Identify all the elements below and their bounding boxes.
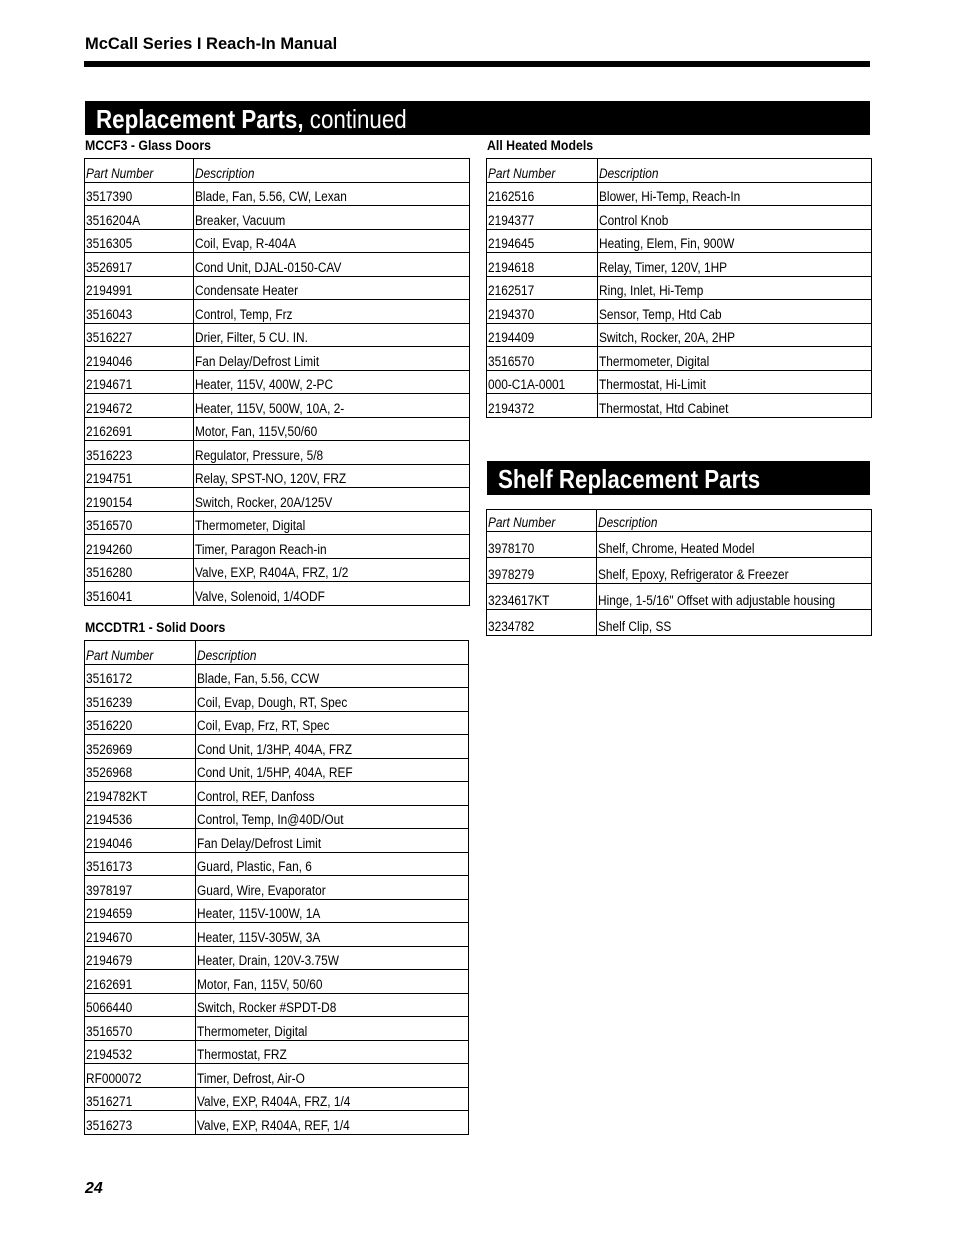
part-number-cell: 3526917 (85, 253, 194, 277)
table-row (85, 758, 469, 782)
part-number-cell: 000-C1A-0001 (487, 370, 598, 394)
part-number-cell: 3234782 (487, 610, 597, 636)
table-header-row (85, 159, 470, 183)
table-row (487, 347, 872, 371)
part-number-cell: 3516043 (85, 300, 194, 324)
table-row (85, 876, 469, 900)
part-number-cell: 2194372 (487, 394, 598, 418)
table-row (487, 253, 872, 277)
table-row (487, 182, 872, 206)
description-cell: Ring, Inlet, Hi-Temp (598, 276, 872, 300)
part-number-cell: 3516220 (85, 711, 196, 735)
part-number-cell: 2162691 (85, 417, 194, 441)
description-cell: Relay, SPST-NO, 120V, FRZ (194, 464, 470, 488)
description-cell: Breaker, Vacuum (194, 206, 470, 230)
description-cell: Condensate Heater (194, 276, 470, 300)
part-number-cell: RF000072 (85, 1064, 196, 1088)
table-row (85, 276, 470, 300)
table-row (85, 970, 469, 994)
description-cell: Fan Delay/Defrost Limit (196, 829, 469, 853)
part-number-cell: 3526969 (85, 735, 196, 759)
table-row (85, 1087, 469, 1111)
table-row (85, 735, 469, 759)
part-number-cell: 2194751 (85, 464, 194, 488)
table-row (85, 229, 470, 253)
table-row (85, 370, 470, 394)
part-number-cell: 3517390 (85, 182, 194, 206)
table-row (85, 441, 470, 465)
table-row (85, 899, 469, 923)
description-cell: Control Knob (598, 206, 872, 230)
part-number-cell: 3516204A (85, 206, 194, 230)
col-header-description: Description (194, 159, 470, 183)
col-header-part-number: Part Number (85, 159, 194, 183)
description-cell: Thermostat, Htd Cabinet (598, 394, 872, 418)
description-cell: Thermometer, Digital (194, 511, 470, 535)
part-number-cell: 3978170 (487, 532, 597, 558)
description-cell: Thermometer, Digital (598, 347, 872, 371)
part-number-cell: 3516570 (487, 347, 598, 371)
part-number-cell: 2162517 (487, 276, 598, 300)
description-cell: Blower, Hi-Temp, Reach-In (598, 182, 872, 206)
description-cell: Guard, Plastic, Fan, 6 (196, 852, 469, 876)
part-number-cell: 2194645 (487, 229, 598, 253)
description-cell: Thermostat, FRZ (196, 1040, 469, 1064)
table-row (85, 1040, 469, 1064)
mccf3-parts-table (84, 158, 470, 606)
mccf3-heading-text: MCCF3 - Glass Doors (85, 137, 211, 153)
table-row (487, 584, 872, 610)
page-number: 24 (85, 1180, 103, 1197)
table-row (85, 488, 470, 512)
mccdtr1-heading-text: MCCDTR1 - Solid Doors (85, 619, 226, 635)
table-row (85, 323, 470, 347)
description-cell: Control, REF, Danfoss (196, 782, 469, 806)
description-cell: Shelf Clip, SS (597, 610, 872, 636)
description-cell: Control, Temp, In@40D/Out (196, 805, 469, 829)
table-row (85, 664, 469, 688)
table-row (85, 946, 469, 970)
part-number-cell: 3516239 (85, 688, 196, 712)
part-number-cell: 3516223 (85, 441, 194, 465)
description-cell: Valve, EXP, R404A, FRZ, 1/4 (196, 1087, 469, 1111)
table-row (85, 1064, 469, 1088)
description-cell: Regulator, Pressure, 5/8 (194, 441, 470, 465)
table-row (85, 852, 469, 876)
banner-title-bold: Replacement Parts, (96, 104, 304, 134)
shelf-parts-banner (487, 461, 870, 495)
table-row (85, 1017, 469, 1041)
table-row (85, 182, 470, 206)
mccdtr1-heading (85, 619, 244, 635)
table-row (85, 417, 470, 441)
part-number-cell: 3516570 (85, 1017, 196, 1041)
col-header-description: Description (196, 641, 469, 665)
description-cell: Hinge, 1-5/16" Offset with adjustable housing (597, 584, 872, 610)
table-row (487, 532, 872, 558)
description-cell: Thermometer, Digital (196, 1017, 469, 1041)
part-number-cell: 2190154 (85, 488, 194, 512)
table-header-row (487, 510, 872, 532)
description-cell: Coil, Evap, R-404A (194, 229, 470, 253)
table-row (85, 782, 469, 806)
description-cell: Switch, Rocker, 20A/125V (194, 488, 470, 512)
part-number-cell: 3516172 (85, 664, 196, 688)
part-number-cell: 5066440 (85, 993, 196, 1017)
description-cell: Coil, Evap, Frz, RT, Spec (196, 711, 469, 735)
table-header-row (85, 641, 469, 665)
part-number-cell: 2194670 (85, 923, 196, 947)
part-number-cell: 2194782KT (85, 782, 196, 806)
description-cell: Fan Delay/Defrost Limit (194, 347, 470, 371)
col-header-description: Description (598, 159, 872, 183)
description-cell: Switch, Rocker #SPDT-D8 (196, 993, 469, 1017)
description-cell: Drier, Filter, 5 CU. IN. (194, 323, 470, 347)
description-cell: Motor, Fan, 115V, 50/60 (196, 970, 469, 994)
description-cell: Timer, Paragon Reach-in (194, 535, 470, 559)
table-row (85, 535, 470, 559)
table-row (85, 993, 469, 1017)
col-header-description: Description (597, 510, 872, 532)
table-row (487, 370, 872, 394)
part-number-cell: 2194679 (85, 946, 196, 970)
table-row (487, 323, 872, 347)
table-row (85, 511, 470, 535)
part-number-cell: 2194370 (487, 300, 598, 324)
part-number-cell: 3516280 (85, 558, 194, 582)
part-number-cell: 2194046 (85, 829, 196, 853)
shelf-banner-title: Shelf Replacement Parts (498, 464, 761, 494)
table-row (85, 206, 470, 230)
part-number-cell: 2194991 (85, 276, 194, 300)
description-cell: Heater, 115V, 400W, 2-PC (194, 370, 470, 394)
part-number-cell: 2194618 (487, 253, 598, 277)
description-cell: Shelf, Epoxy, Refrigerator & Freezer (597, 558, 872, 584)
table-row (487, 229, 872, 253)
part-number-cell: 3516173 (85, 852, 196, 876)
col-header-part-number: Part Number (85, 641, 196, 665)
description-cell: Valve, EXP, R404A, FRZ, 1/2 (194, 558, 470, 582)
part-number-cell: 3516273 (85, 1111, 196, 1135)
table-row (487, 206, 872, 230)
part-number-cell: 3516271 (85, 1087, 196, 1111)
part-number-cell: 2194536 (85, 805, 196, 829)
part-number-cell: 3234617KT (487, 584, 597, 610)
table-row (487, 300, 872, 324)
mccdtr1-parts-table (84, 640, 469, 1135)
description-cell: Heater, 115V, 500W, 10A, 2- (194, 394, 470, 418)
description-cell: Sensor, Temp, Htd Cab (598, 300, 872, 324)
table-row (85, 829, 469, 853)
table-row (85, 688, 469, 712)
part-number-cell: 3978279 (487, 558, 597, 584)
part-number-cell: 3526968 (85, 758, 196, 782)
table-row (85, 558, 470, 582)
part-number-cell: 2194260 (85, 535, 194, 559)
part-number-cell: 2194532 (85, 1040, 196, 1064)
description-cell: Shelf, Chrome, Heated Model (597, 532, 872, 558)
description-cell: Heating, Elem, Fin, 900W (598, 229, 872, 253)
description-cell: Blade, Fan, 5.56, CW, Lexan (194, 182, 470, 206)
table-row (85, 394, 470, 418)
description-cell: Control, Temp, Frz (194, 300, 470, 324)
mccf3-heading (85, 137, 228, 153)
table-row (85, 1111, 469, 1135)
description-cell: Guard, Wire, Evaporator (196, 876, 469, 900)
description-cell: Relay, Timer, 120V, 1HP (598, 253, 872, 277)
part-number-cell: 2194046 (85, 347, 194, 371)
heated-models-heading-text: All Heated Models (487, 137, 594, 153)
part-number-cell: 2194659 (85, 899, 196, 923)
part-number-cell: 2162691 (85, 970, 196, 994)
heated-models-heading (487, 137, 608, 153)
part-number-cell: 3516305 (85, 229, 194, 253)
header-rule (84, 61, 870, 67)
table-row (85, 464, 470, 488)
table-row (85, 711, 469, 735)
part-number-cell: 3978197 (85, 876, 196, 900)
table-row (85, 805, 469, 829)
table-row (85, 582, 470, 606)
table-row (487, 610, 872, 636)
description-cell: Cond Unit, 1/3HP, 404A, FRZ (196, 735, 469, 759)
description-cell: Heater, 115V-305W, 3A (196, 923, 469, 947)
part-number-cell: 2194672 (85, 394, 194, 418)
description-cell: Cond Unit, 1/5HP, 404A, REF (196, 758, 469, 782)
table-row (487, 558, 872, 584)
table-row (85, 347, 470, 371)
shelf-parts-table (486, 509, 872, 636)
part-number-cell: 2194377 (487, 206, 598, 230)
table-row (85, 923, 469, 947)
part-number-cell: 2162516 (487, 182, 598, 206)
part-number-cell: 3516570 (85, 511, 194, 535)
heated-parts-table (486, 158, 872, 418)
description-cell: Valve, EXP, R404A, REF, 1/4 (196, 1111, 469, 1135)
part-number-cell: 2194409 (487, 323, 598, 347)
table-row (487, 276, 872, 300)
manual-title: McCall Series I Reach-In Manual (85, 35, 338, 53)
part-number-cell: 2194671 (85, 370, 194, 394)
banner-title-continued: continued (309, 104, 407, 134)
table-row (487, 394, 872, 418)
description-cell: Cond Unit, DJAL-0150-CAV (194, 253, 470, 277)
table-row (85, 300, 470, 324)
description-cell: Motor, Fan, 115V,50/60 (194, 417, 470, 441)
description-cell: Heater, Drain, 120V-3.75W (196, 946, 469, 970)
description-cell: Valve, Solenoid, 1/4ODF (194, 582, 470, 606)
description-cell: Switch, Rocker, 20A, 2HP (598, 323, 872, 347)
description-cell: Thermostat, Hi-Limit (598, 370, 872, 394)
description-cell: Timer, Defrost, Air-O (196, 1064, 469, 1088)
col-header-part-number: Part Number (487, 159, 598, 183)
table-row (85, 253, 470, 277)
description-cell: Coil, Evap, Dough, RT, Spec (196, 688, 469, 712)
description-cell: Blade, Fan, 5.56, CCW (196, 664, 469, 688)
description-cell: Heater, 115V-100W, 1A (196, 899, 469, 923)
replacement-parts-banner (85, 101, 870, 135)
table-header-row (487, 159, 872, 183)
part-number-cell: 3516227 (85, 323, 194, 347)
col-header-part-number: Part Number (487, 510, 597, 532)
part-number-cell: 3516041 (85, 582, 194, 606)
